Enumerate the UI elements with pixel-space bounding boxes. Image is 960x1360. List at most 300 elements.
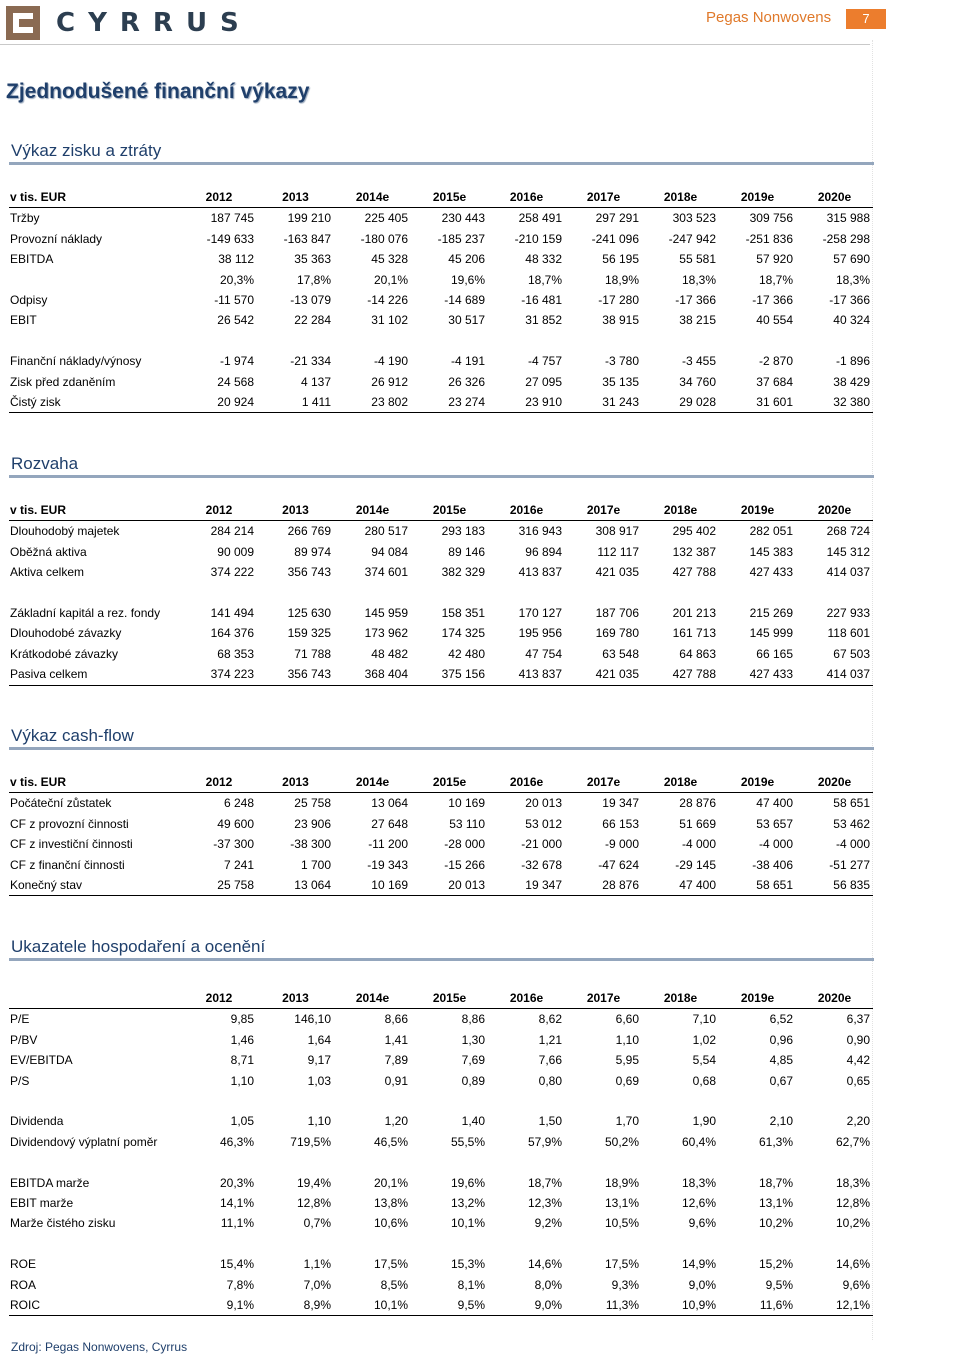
cell-value: -149 633 — [206, 231, 254, 246]
cell-value: -180 076 — [360, 231, 408, 246]
cell-value — [719, 1152, 796, 1172]
cell-value: 23 274 — [411, 392, 488, 413]
table-row — [9, 208, 873, 229]
cell-value: 20,1% — [373, 1175, 408, 1190]
row-label — [9, 331, 181, 351]
cell-value: -4 191 — [450, 354, 485, 369]
cell-value — [334, 1234, 411, 1254]
cell-value: 145 999 — [749, 626, 793, 641]
cell-value: 145 959 — [364, 606, 408, 621]
cell-value — [565, 583, 642, 603]
cell-value: 56 195 — [602, 252, 639, 267]
cell-value: 27 095 — [525, 374, 562, 389]
cell-value: 61,3% — [758, 1134, 793, 1149]
cell-value — [411, 331, 488, 351]
cell-value: 31 243 — [565, 392, 642, 413]
row-label: Počáteční zůstatek — [10, 796, 112, 811]
cell-value: 215 269 — [749, 606, 793, 621]
year-header: 2020e — [796, 187, 873, 208]
row-label: EBITDA — [10, 252, 54, 267]
cell-value: 55 581 — [679, 252, 716, 267]
cell-value: 10,2% — [758, 1216, 793, 1231]
cell-value: 20 013 — [525, 796, 562, 811]
year-header: 2020e — [796, 772, 873, 793]
row-label: Krátkodobé závazky — [10, 646, 119, 661]
year-header: 2019e — [719, 187, 796, 208]
table-row — [9, 1050, 873, 1070]
cell-value — [411, 1091, 488, 1111]
cell-value: 38 215 — [679, 313, 716, 328]
cell-value: -38 300 — [290, 837, 331, 852]
year-header: 2015e — [411, 187, 488, 208]
table-row — [9, 351, 873, 371]
cell-value: 414 037 — [826, 565, 870, 580]
cell-value: 14,1% — [219, 1196, 254, 1211]
cell-value: 15,2% — [758, 1257, 793, 1272]
cell-value: 66 165 — [756, 646, 793, 661]
cell-value: 64 863 — [679, 646, 716, 661]
section-divider-ratios — [9, 958, 874, 961]
cell-value: 7,8% — [226, 1277, 254, 1292]
table-row — [9, 270, 873, 290]
row-label: Dividenda — [10, 1114, 64, 1129]
cell-value: 169 780 — [595, 626, 639, 641]
cell-value: 11,1% — [220, 1216, 254, 1231]
cell-value: 187 706 — [595, 606, 639, 621]
section-title-cashflow: Výkaz cash-flow — [11, 726, 134, 745]
year-header: 2020e — [796, 500, 873, 521]
cell-value: -17 366 — [829, 293, 870, 308]
cell-value: -247 942 — [668, 231, 716, 246]
year-header: 2017e — [565, 988, 642, 1009]
row-label: P/BV — [10, 1032, 38, 1047]
cell-value: 187 745 — [210, 211, 254, 226]
cell-value: -21 000 — [521, 837, 562, 852]
row-label: CF z finanční činnosti — [10, 857, 125, 872]
cell-value: 7,0% — [303, 1277, 331, 1292]
cell-value: 10,9% — [642, 1295, 719, 1316]
row-label: CF z investiční činnosti — [10, 837, 133, 852]
cell-value: 170 127 — [518, 606, 562, 621]
row-label: ROIC — [9, 1295, 181, 1316]
cell-value: 293 183 — [441, 524, 485, 539]
table-header-row — [9, 988, 873, 1009]
cell-value: 62,7% — [835, 1134, 870, 1149]
cell-value: 67 503 — [833, 646, 870, 661]
cell-value: -28 000 — [444, 837, 485, 852]
cell-value: 9,0% — [688, 1277, 716, 1292]
cell-value: 38 429 — [833, 374, 870, 389]
cell-value: 57 920 — [756, 252, 793, 267]
table-row — [9, 310, 873, 330]
cell-value: 8,5% — [380, 1277, 408, 1292]
cell-value: 427 433 — [749, 565, 793, 580]
cell-value: 18,7% — [527, 272, 562, 287]
cell-value: 227 933 — [826, 606, 870, 621]
table-row — [9, 229, 873, 249]
table-row — [9, 855, 873, 875]
cell-value: 19,6% — [450, 272, 485, 287]
cell-value: 1,64 — [307, 1032, 331, 1047]
cell-value: 42 480 — [448, 646, 485, 661]
cell-value: -16 481 — [521, 293, 562, 308]
year-header: 2019e — [719, 500, 796, 521]
cell-value — [181, 1091, 257, 1111]
cell-value — [181, 1234, 257, 1254]
table-row — [9, 521, 873, 542]
cell-value — [642, 1152, 719, 1172]
cell-value — [565, 1234, 642, 1254]
cell-value: -163 847 — [283, 231, 331, 246]
cell-value: 20 013 — [411, 875, 488, 896]
cell-value: -4 000 — [758, 837, 793, 852]
row-label: Dividendový výplatní poměr — [10, 1134, 158, 1149]
cell-value — [642, 1091, 719, 1111]
cell-value: 9,2% — [534, 1216, 562, 1231]
cell-value: 18,3% — [835, 1175, 870, 1190]
cell-value: 14,6% — [527, 1257, 562, 1272]
table-row — [9, 623, 873, 643]
cell-value: -4 000 — [835, 837, 870, 852]
cell-value: 174 325 — [441, 626, 485, 641]
row-label — [9, 1152, 181, 1172]
cell-value — [719, 1091, 796, 1111]
cell-value: 25 758 — [294, 796, 331, 811]
cell-value: 427 788 — [642, 664, 719, 685]
cell-value: 12,8% — [296, 1196, 331, 1211]
cell-value: 12,3% — [527, 1196, 562, 1211]
row-label: CF z provozní činnosti — [10, 816, 129, 831]
cell-value: -2 870 — [758, 354, 793, 369]
row-label: Tržby — [10, 211, 40, 226]
row-label — [9, 583, 181, 603]
table-row — [9, 249, 873, 269]
cell-value — [796, 331, 873, 351]
year-header: 2013 — [257, 988, 334, 1009]
cell-value: 31 601 — [719, 392, 796, 413]
cell-value: 356 743 — [257, 664, 334, 685]
cell-value: 10 169 — [448, 796, 485, 811]
cell-value: 18,3% — [835, 272, 870, 287]
cell-value: 8,9% — [257, 1295, 334, 1316]
cell-value: 1,41 — [384, 1032, 408, 1047]
table-row — [9, 562, 873, 582]
year-header: 2020e — [796, 988, 873, 1009]
cell-value: 10 169 — [334, 875, 411, 896]
page-number: 7 — [846, 9, 886, 29]
cell-value: -3 780 — [604, 354, 639, 369]
cell-value: 20,1% — [373, 272, 408, 287]
section-title-ratios: Ukazatele hospodaření a ocenění — [11, 937, 266, 956]
cell-value: 89 974 — [294, 544, 331, 559]
cell-value: -29 145 — [675, 857, 716, 872]
year-header: 2013 — [257, 772, 334, 793]
table-row — [9, 542, 873, 562]
cell-value: 382 329 — [441, 565, 485, 580]
cell-value: 125 630 — [287, 606, 331, 621]
cell-value: 45 328 — [371, 252, 408, 267]
cell-value: 15,3% — [450, 1257, 485, 1272]
cell-value: 159 325 — [287, 626, 331, 641]
cell-value: 50,2% — [604, 1134, 639, 1149]
cell-value: -13 079 — [290, 293, 331, 308]
income-table — [9, 187, 873, 413]
cell-value — [488, 331, 565, 351]
cell-value: 18,9% — [604, 1175, 639, 1190]
cell-value: -47 624 — [598, 857, 639, 872]
cell-value: 18,9% — [604, 272, 639, 287]
cell-value: 48 332 — [525, 252, 562, 267]
cell-value: -11 570 — [214, 293, 254, 308]
unit-label: v tis. EUR — [9, 772, 181, 793]
page-title: Zjednodušené finanční výkazy — [6, 80, 310, 103]
cell-value: 19 347 — [602, 796, 639, 811]
cell-value: 0,68 — [692, 1073, 716, 1088]
cell-value: 89 146 — [448, 544, 485, 559]
cell-value — [257, 331, 334, 351]
row-label: Dlouhodobý majetek — [10, 524, 120, 539]
cell-value — [488, 583, 565, 603]
cell-value — [257, 1234, 334, 1254]
cell-value: 8,0% — [534, 1277, 562, 1292]
cell-value: 9,6% — [688, 1216, 716, 1231]
cell-value — [257, 1091, 334, 1111]
cell-value: 18,7% — [758, 272, 793, 287]
table-header-row — [9, 187, 873, 208]
table-row — [9, 1254, 873, 1274]
row-label: P/S — [10, 1073, 30, 1088]
table-row — [9, 1234, 873, 1254]
cell-value: 1,03 — [307, 1073, 331, 1088]
cell-value: 1,10 — [615, 1032, 639, 1047]
cell-value: 12,6% — [681, 1196, 716, 1211]
cell-value: 5,95 — [615, 1053, 639, 1068]
cell-value: 266 769 — [287, 524, 331, 539]
cell-value: 316 943 — [518, 524, 562, 539]
cell-value: 9,3% — [611, 1277, 639, 1292]
cell-value: 26 326 — [448, 374, 485, 389]
cell-value: 1,70 — [615, 1114, 639, 1129]
table-row — [9, 644, 873, 664]
cell-value: 10,6% — [373, 1216, 408, 1231]
row-label: Konečný stav — [9, 875, 181, 896]
cell-value — [565, 331, 642, 351]
cell-value: 17,8% — [296, 272, 331, 287]
table-row — [9, 1009, 873, 1030]
cell-value: 11,6% — [719, 1295, 796, 1316]
cell-value: 27 648 — [371, 816, 408, 831]
table-row — [9, 1152, 873, 1172]
cell-value: 10,1% — [334, 1295, 411, 1316]
cell-value: -4 757 — [527, 354, 562, 369]
cell-value: 303 523 — [672, 211, 716, 226]
cell-value: 158 351 — [441, 606, 485, 621]
cell-value: 11,3% — [565, 1295, 642, 1316]
cell-value: 13 064 — [257, 875, 334, 896]
cell-value: 4,85 — [769, 1053, 793, 1068]
cell-value: 20,3% — [219, 1175, 254, 1190]
table-row — [9, 1193, 873, 1213]
year-header: 2012 — [181, 772, 257, 793]
cell-value: 14,9% — [681, 1257, 716, 1272]
cell-value: -4 000 — [681, 837, 716, 852]
cell-value: 1,02 — [692, 1032, 716, 1047]
cell-value: 13,8% — [373, 1196, 408, 1211]
cell-value: 112 117 — [597, 544, 639, 559]
row-label: Marže čistého zisku — [10, 1216, 116, 1231]
cell-value — [796, 583, 873, 603]
cell-value: -258 298 — [822, 231, 870, 246]
cell-value — [257, 1152, 334, 1172]
cell-value — [796, 1234, 873, 1254]
cell-value: 315 988 — [826, 211, 870, 226]
cell-value — [181, 331, 257, 351]
year-header: 2014e — [334, 772, 411, 793]
row-label: Odpisy — [10, 293, 48, 308]
cell-value: 0,96 — [769, 1032, 793, 1047]
row-label: Pasiva celkem — [9, 664, 181, 685]
year-header: 2019e — [719, 772, 796, 793]
cell-value — [642, 331, 719, 351]
table-row — [9, 583, 873, 603]
cell-value: 145 312 — [826, 544, 870, 559]
year-header: 2016e — [488, 772, 565, 793]
cell-value: 34 760 — [679, 374, 716, 389]
cell-value: 374 223 — [181, 664, 257, 685]
cell-value — [488, 1152, 565, 1172]
cell-value: -11 200 — [368, 837, 408, 852]
table-row — [9, 603, 873, 623]
header-divider — [0, 44, 870, 45]
table-row — [9, 392, 873, 413]
cell-value — [565, 1091, 642, 1111]
section-divider-income — [9, 162, 874, 165]
cell-value: 38 915 — [602, 313, 639, 328]
cell-value: 29 028 — [642, 392, 719, 413]
cell-value: 9,5% — [411, 1295, 488, 1316]
cell-value: 15,4% — [219, 1257, 254, 1272]
section-title-income: Výkaz zisku a ztráty — [11, 141, 162, 160]
cell-value — [411, 583, 488, 603]
cell-value — [796, 1091, 873, 1111]
cell-value: 57,9% — [527, 1134, 562, 1149]
cell-value: 60,4% — [681, 1134, 716, 1149]
cell-value: 8,86 — [461, 1012, 485, 1027]
cell-value: 8,66 — [384, 1012, 408, 1027]
table-row — [9, 664, 873, 685]
cell-value: 48 482 — [371, 646, 408, 661]
cell-value: 0,91 — [384, 1073, 408, 1088]
cell-value: 308 917 — [595, 524, 639, 539]
table-row — [9, 1111, 873, 1131]
cell-value: 26 542 — [217, 313, 254, 328]
cell-value: 356 743 — [287, 565, 331, 580]
cell-value: -32 678 — [521, 857, 562, 872]
cell-value: 414 037 — [796, 664, 873, 685]
cell-value: 2,10 — [769, 1114, 793, 1129]
cell-value: 47 754 — [525, 646, 562, 661]
cell-value — [411, 1234, 488, 1254]
row-label: Oběžná aktiva — [10, 544, 87, 559]
cell-value — [257, 583, 334, 603]
section-divider-balance — [9, 475, 874, 478]
cell-value — [488, 1091, 565, 1111]
cell-value: 1,46 — [230, 1032, 254, 1047]
row-label: Zisk před zdaněním — [10, 374, 116, 389]
cell-value: 8,62 — [538, 1012, 562, 1027]
cell-value: 90 009 — [217, 544, 254, 559]
cell-value: 0,89 — [461, 1073, 485, 1088]
cell-value: 1,20 — [384, 1114, 408, 1129]
cell-value: 53 012 — [525, 816, 562, 831]
cell-value: 96 894 — [525, 544, 562, 559]
cell-value: 1 411 — [257, 392, 334, 413]
cell-value: 199 210 — [287, 211, 331, 226]
cell-value: 31 852 — [525, 313, 562, 328]
cell-value: -185 237 — [437, 231, 485, 246]
cell-value — [334, 331, 411, 351]
cell-value: 13,2% — [450, 1196, 485, 1211]
table-row — [9, 1071, 873, 1091]
cell-value: 58 651 — [719, 875, 796, 896]
cell-value: -1 896 — [835, 354, 870, 369]
cell-value: 1,10 — [230, 1073, 254, 1088]
cell-value: 1 700 — [300, 857, 331, 872]
cell-value — [719, 1234, 796, 1254]
cell-value: -19 343 — [367, 857, 408, 872]
cell-value: 10,5% — [604, 1216, 639, 1231]
table-row — [9, 1275, 873, 1295]
cell-value: 13,1% — [758, 1196, 793, 1211]
cell-value: -17 280 — [598, 293, 639, 308]
cell-value: -37 300 — [213, 837, 254, 852]
cell-value: 9,85 — [230, 1012, 254, 1027]
cell-value: -14 689 — [444, 293, 485, 308]
cell-value: 9,17 — [307, 1053, 331, 1068]
cell-value: 71 788 — [294, 646, 331, 661]
cell-value: 0,7% — [303, 1216, 331, 1231]
cell-value: 8,1% — [457, 1277, 485, 1292]
year-header: 2014e — [334, 988, 411, 1009]
cell-value: 28 876 — [679, 796, 716, 811]
cell-value: 145 383 — [749, 544, 793, 559]
cell-value: 374 601 — [364, 565, 408, 580]
cell-value: 374 222 — [210, 565, 254, 580]
cell-value: 7,66 — [538, 1053, 562, 1068]
cell-value: 282 051 — [749, 524, 793, 539]
cell-value: 37 684 — [756, 374, 793, 389]
cell-value: -210 159 — [514, 231, 562, 246]
year-header: 2015e — [411, 988, 488, 1009]
cell-value — [488, 1234, 565, 1254]
cell-value — [719, 583, 796, 603]
cell-value: 421 035 — [565, 664, 642, 685]
cell-value: 1,40 — [461, 1114, 485, 1129]
cell-value: 1,10 — [307, 1114, 331, 1129]
year-header: 2016e — [488, 988, 565, 1009]
table-row — [9, 372, 873, 392]
cell-value: 68 353 — [217, 646, 254, 661]
cyrrus-logo — [6, 4, 252, 42]
logo-text: CYRRUS — [56, 8, 252, 38]
cell-value: 9,0% — [488, 1295, 565, 1316]
cell-value — [796, 1152, 873, 1172]
unit-label — [9, 988, 181, 1009]
row-label: ROE — [10, 1257, 37, 1272]
year-header: 2013 — [257, 187, 334, 208]
row-label: Finanční náklady/výnosy — [10, 354, 142, 369]
table-row — [9, 1091, 873, 1111]
